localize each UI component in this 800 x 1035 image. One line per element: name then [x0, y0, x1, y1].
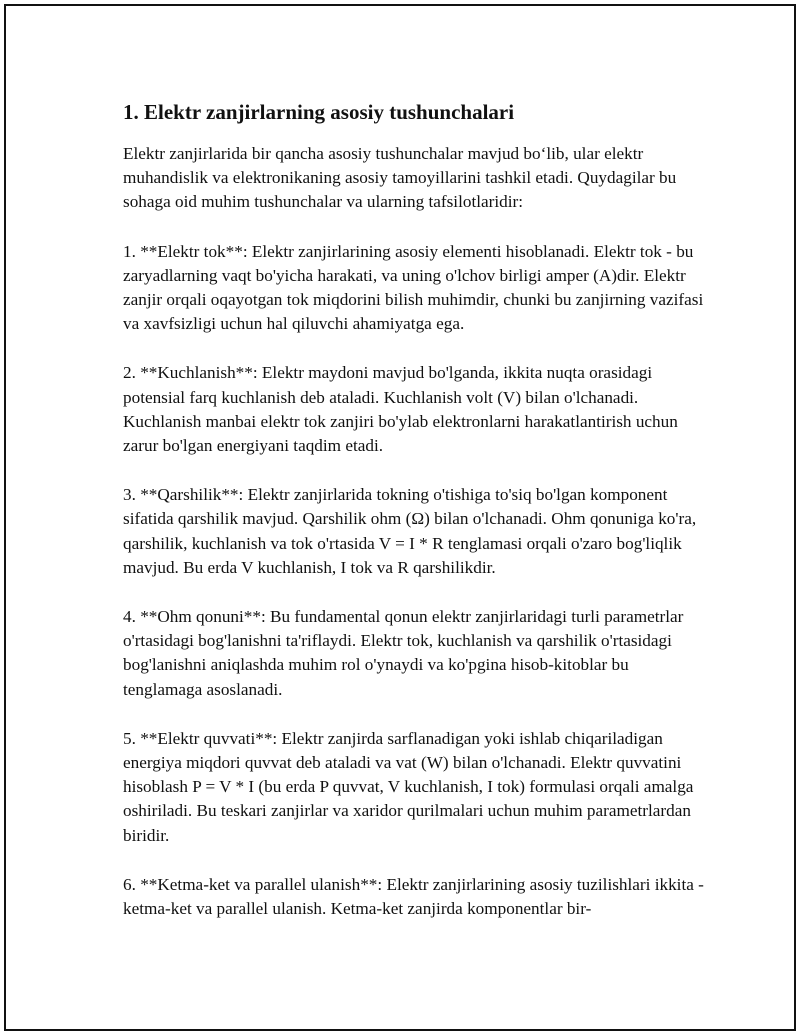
section-heading: 1. Elektr zanjirlarning asosiy tushunchalari: [123, 100, 515, 124]
paragraph-qarshilik: 3. **Qarshilik**: Elektr zanjirlarida tokning o'tishiga to'siq bo'lgan komponent sifatida qarshilik mavjud. Qarshilik ohm (Ω) bilan o'lchanadi. Ohm qonuniga ko'ra, qarshilik, kuchlanish va tok o'rtasida V = I * R tenglamasi orqali o'zaro bog'liqlik mavjud. Bu erda V kuchlanish, I tok va R qarshilikdir.: [123, 485, 697, 577]
paragraph-ketma-ket-parallel: 6. **Ketma-ket va parallel ulanish**: Elektr zanjirlarining asosiy tuzilishlari ikkita - ketma-ket va parallel ulanish. Ketma-ket zanjirda komponentlar bir-: [123, 874, 704, 919]
intro-paragraph: Elektr zanjirlarida bir qancha asosiy tushunchalar mavjud bo‘lib, ular elektr muhandislik va elektronikaning asosiy tamoyillarini tashkil etadi. Quydagilar bu sohaga oid muhim tushunchalar va ularning tafsilotlaridir:: [123, 144, 677, 212]
page-frame: [4, 4, 796, 1031]
paragraph-elektr-tok: 1. **Elektr tok**: Elektr zanjirlarining asosiy elementi hisoblanadi. Elektr tok - bu zaryadlarning vaqt bo'yicha harakati, va uning o'lchov birligi amper (A)dir. Elektr zanjir orqali oqayotgan tok miqdorini bilish muhimdir, chunki bu zanjirning vazifasi va xavfsizligi uchun hal qiluvchi ahamiyatga ega.: [123, 241, 704, 334]
paragraph-kuchlanish: 2. **Kuchlanish**: Elektr maydoni mavjud bo'lganda, ikkita nuqta orasidagi potensial farq kuchlanish deb ataladi. Kuchlanish volt (V) bilan o'lchanadi. Kuchlanish manbai elektr tok zanjiri bo'ylab elektronlarni harakatlantirish uchun zarur bo'lgan energiyani taqdim etadi.: [123, 363, 678, 456]
document-body: [123, 98, 708, 921]
paragraph-elektr-quvvati: 5. **Elektr quvvati**: Elektr zanjirda sarflanadigan yoki ishlab chiqariladigan energiya miqdori quvvat deb ataladi va vat (W) bilan o'lchanadi. Elektr quvvatini hisoblash P = V * I (bu erda P quvvat, V kuchlanish, I tok) formulasi orqali amalga oshiriladi. Bu teskari zanjirlar va xaridor qurilmalari uchun muhim parametrlardan biridir.: [123, 728, 694, 845]
paragraph-ohm-qonuni: 4. **Ohm qonuni**: Bu fundamental qonun elektr zanjirlaridagi turli parametrlar o'rtasidagi bog'lanishni ta'riflaydi. Elektr tok, kuchlanish va qarshilik o'rtasidagi bog'lanishni aniqlashda muhim rol o'ynaydi va ko'pgina hisob-kitoblar bu tenglamaga asoslanadi.: [123, 607, 684, 699]
